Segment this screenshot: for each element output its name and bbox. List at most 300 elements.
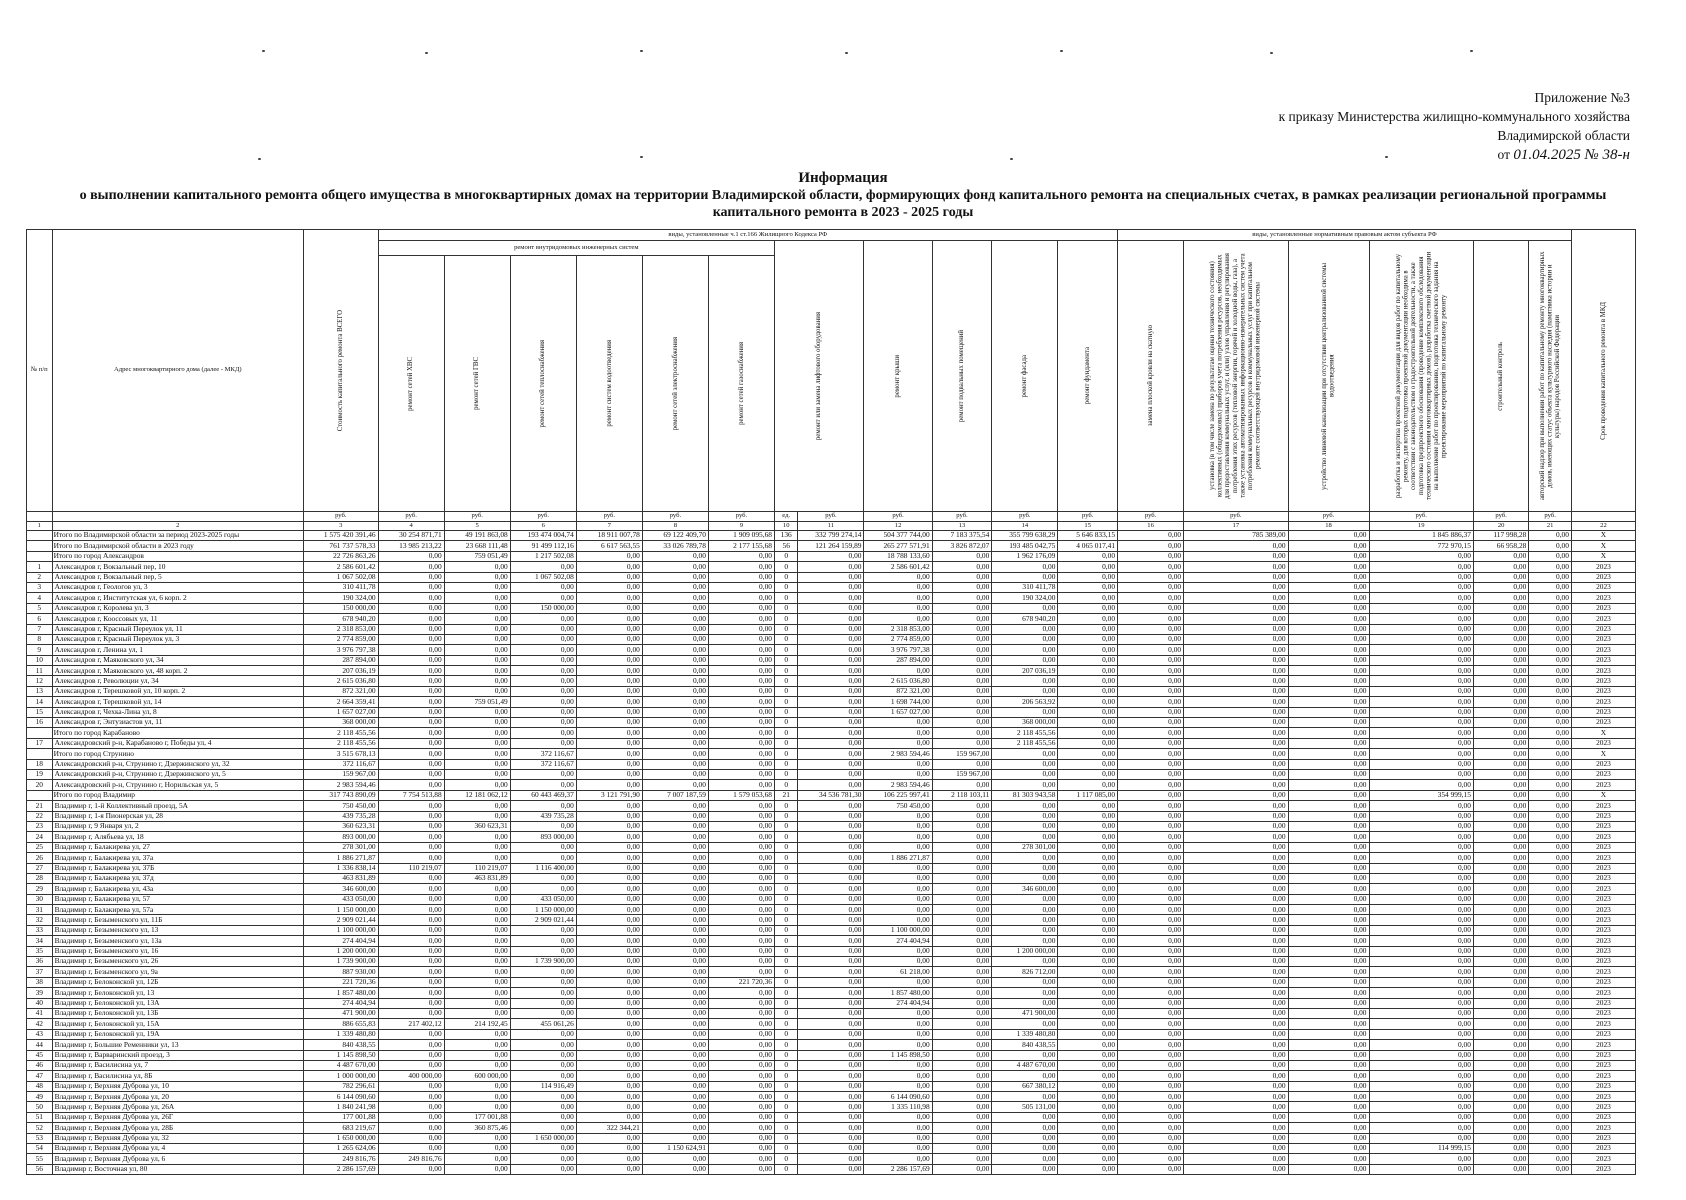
- header-no: № п/п: [27, 230, 53, 512]
- row-deadline: 2023: [1571, 1040, 1635, 1050]
- row-value: 0,00: [1473, 738, 1528, 748]
- row-value: 0,00: [1058, 1060, 1118, 1070]
- row-value: 1 150 000,00: [304, 905, 379, 915]
- row-value: 0,00: [798, 1019, 864, 1029]
- row-value: 0,00: [510, 666, 576, 676]
- row-value: 0,00: [992, 1050, 1058, 1060]
- row-value: 0: [774, 738, 797, 748]
- row-number: 41: [27, 1008, 53, 1018]
- row-value: 0,00: [642, 1154, 708, 1164]
- row-value: 0,00: [1288, 738, 1369, 748]
- row-value: 0,00: [1118, 863, 1184, 873]
- row-value: 1 200 000,00: [304, 946, 379, 956]
- row-value: 0,00: [576, 821, 642, 831]
- row-value: 0,00: [576, 1029, 642, 1039]
- row-value: 0,00: [1288, 645, 1369, 655]
- row-value: 0,00: [1369, 894, 1473, 904]
- row-value: 0,00: [576, 884, 642, 894]
- row-value: 0,00: [1118, 676, 1184, 686]
- row-value: 750 450,00: [304, 801, 379, 811]
- row-value: 214 192,45: [444, 1019, 510, 1029]
- row-value: 0,00: [1288, 842, 1369, 852]
- row-deadline: 2023: [1571, 686, 1635, 696]
- row-value: 0,00: [932, 1144, 992, 1154]
- row-address: Владимир г, Алябьева ул, 18: [52, 832, 303, 842]
- row-value: 0,00: [1058, 894, 1118, 904]
- row-value: 0,00: [1369, 749, 1473, 759]
- row-deadline: 2023: [1571, 634, 1635, 644]
- row-value: 678 940,20: [304, 614, 379, 624]
- unit-cell: руб.: [1058, 512, 1118, 522]
- row-value: 0,00: [378, 666, 444, 676]
- row-value: 0,00: [1288, 1112, 1369, 1122]
- row-value: 0,00: [444, 634, 510, 644]
- row-value: 0,00: [642, 759, 708, 769]
- row-value: 0,00: [576, 925, 642, 935]
- table-row: [27, 769, 1636, 779]
- row-value: 0,00: [708, 915, 774, 925]
- row-number: 4: [27, 593, 53, 603]
- row-value: 0,00: [798, 988, 864, 998]
- row-value: 0,00: [510, 842, 576, 852]
- row-value: 0,00: [378, 884, 444, 894]
- row-value: 0: [774, 1144, 797, 1154]
- row-value: 1 117 085,00: [1058, 790, 1118, 800]
- row-value: 0,00: [1369, 925, 1473, 935]
- row-value: 0,00: [444, 707, 510, 717]
- row-value: 0,00: [798, 582, 864, 592]
- header-sewer: ремонт систем водоотведения: [576, 256, 642, 512]
- row-value: 0,00: [992, 1123, 1058, 1133]
- row-value: 0,00: [378, 988, 444, 998]
- row-value: 0,00: [1118, 884, 1184, 894]
- row-value: 0,00: [378, 998, 444, 1008]
- row-deadline: 2023: [1571, 603, 1635, 613]
- row-value: 81 303 943,58: [992, 790, 1058, 800]
- row-value: 0,00: [708, 582, 774, 592]
- row-value: 0,00: [444, 655, 510, 665]
- row-value: 0,00: [576, 1040, 642, 1050]
- row-value: 0,00: [1369, 1154, 1473, 1164]
- row-value: 360 623,31: [304, 821, 379, 831]
- row-value: 0,00: [798, 697, 864, 707]
- row-value: 0,00: [992, 863, 1058, 873]
- row-value: 0,00: [642, 936, 708, 946]
- row-value: 0,00: [708, 1154, 774, 1164]
- row-deadline: 2023: [1571, 957, 1635, 967]
- header-flatroof: замена плоской кровли на скатную: [1118, 241, 1184, 512]
- row-value: 2 983 594,46: [864, 780, 932, 790]
- row-value: 0,00: [378, 905, 444, 915]
- row-value: 2 615 036,80: [304, 676, 379, 686]
- row-value: 0,00: [708, 873, 774, 883]
- header-meters: установка (в том числе замена по результатам оценки технического состояния) коллективных (общедомовых) приборов учета потребления ресурсов, необходимых для предоставления коммунальных услуг, и (или) узлов управления и регулирования потребления этих ресурсов (тепловой энергии, горячей и холодной воды, газа), а также установка автоматизированных информационно-измерительных систем учета потребления коммунальных ресурсов и коммунальных услуг при капитальном ремонте соответствующей внутридомовой инженерной системы: [1184, 241, 1288, 512]
- row-number: 21: [27, 801, 53, 811]
- row-value: 0,00: [378, 1164, 444, 1174]
- row-value: 0,00: [444, 572, 510, 582]
- row-value: 360 875,46: [444, 1123, 510, 1133]
- row-value: 0,00: [1529, 1102, 1572, 1112]
- row-value: 0,00: [510, 1050, 576, 1060]
- table-row: [27, 977, 1636, 987]
- row-value: 0,00: [864, 842, 932, 852]
- row-value: 265 277 571,91: [864, 541, 932, 551]
- row-value: 3 976 797,38: [304, 645, 379, 655]
- row-value: 0: [774, 666, 797, 676]
- row-value: 0,00: [1529, 873, 1572, 883]
- table-row: [27, 1081, 1636, 1091]
- row-value: 0,00: [932, 655, 992, 665]
- row-value: 0,00: [642, 884, 708, 894]
- row-value: 0,00: [1473, 832, 1528, 842]
- row-deadline: 2023: [1571, 666, 1635, 676]
- row-value: 106 225 997,41: [864, 790, 932, 800]
- row-value: 0,00: [1118, 853, 1184, 863]
- row-value: 0,00: [642, 655, 708, 665]
- row-value: 1 145 898,50: [864, 1050, 932, 1060]
- row-value: 0,00: [642, 707, 708, 717]
- row-deadline: 2023: [1571, 925, 1635, 935]
- unit-cell: руб.: [708, 512, 774, 522]
- row-value: 0,00: [864, 1154, 932, 1164]
- row-value: 0,00: [1184, 769, 1288, 779]
- row-value: 1 739 900,00: [304, 957, 379, 967]
- row-value: 0,00: [378, 1112, 444, 1122]
- row-value: 0,00: [932, 811, 992, 821]
- row-value: 0,00: [642, 863, 708, 873]
- row-value: 0,00: [932, 894, 992, 904]
- row-value: 0,00: [1118, 1112, 1184, 1122]
- row-value: 893 000,00: [304, 832, 379, 842]
- row-value: 0,00: [1058, 915, 1118, 925]
- row-value: 0,00: [992, 957, 1058, 967]
- row-number: 53: [27, 1133, 53, 1143]
- row-value: 0: [774, 821, 797, 831]
- row-value: 0,00: [576, 759, 642, 769]
- row-value: 0,00: [1529, 1154, 1572, 1164]
- row-value: 463 831,89: [304, 873, 379, 883]
- row-value: 274 404,94: [304, 936, 379, 946]
- row-value: 346 600,00: [304, 884, 379, 894]
- row-value: 0,00: [1184, 1164, 1288, 1174]
- row-value: 0: [774, 1081, 797, 1091]
- row-value: 0,00: [1118, 842, 1184, 852]
- row-value: 0,00: [576, 572, 642, 582]
- row-value: 0,00: [1288, 1050, 1369, 1060]
- row-deadline: 2023: [1571, 863, 1635, 873]
- row-value: 18 911 007,78: [576, 531, 642, 541]
- row-value: 0,00: [1288, 946, 1369, 956]
- row-value: 0,00: [378, 1040, 444, 1050]
- row-value: 0,00: [798, 1029, 864, 1039]
- unit-cell: руб.: [1288, 512, 1369, 522]
- row-value: 0,00: [992, 998, 1058, 1008]
- unit-cell: [1571, 512, 1635, 522]
- row-value: 0,00: [1473, 551, 1528, 561]
- row-value: 193 485 042,75: [992, 541, 1058, 551]
- row-value: 0,00: [1473, 967, 1528, 977]
- row-value: 0,00: [1118, 562, 1184, 572]
- row-value: 0,00: [1058, 811, 1118, 821]
- appendix-line-2: к приказу Министерства жилищно-коммунального хозяйства: [1278, 109, 1630, 124]
- row-value: 0,00: [1473, 1008, 1528, 1018]
- row-value: 0,00: [1058, 718, 1118, 728]
- row-value: 0,00: [1184, 1071, 1288, 1081]
- row-value: 0,00: [708, 1008, 774, 1018]
- row-value: 0,00: [1473, 811, 1528, 821]
- table-row: [27, 1144, 1636, 1154]
- row-number: 8: [27, 634, 53, 644]
- row-value: 0,00: [708, 957, 774, 967]
- row-value: 2 286 157,69: [304, 1164, 379, 1174]
- row-value: 0,00: [1058, 780, 1118, 790]
- row-value: 0,00: [1288, 853, 1369, 863]
- row-value: 0,00: [642, 853, 708, 863]
- row-value: 1 657 027,00: [864, 707, 932, 717]
- row-value: 0,00: [1288, 718, 1369, 728]
- row-value: 785 389,00: [1184, 531, 1288, 541]
- row-value: 0,00: [1473, 728, 1528, 738]
- row-deadline: 2023: [1571, 801, 1635, 811]
- row-value: 0,00: [708, 603, 774, 613]
- row-deadline: 2023: [1571, 759, 1635, 769]
- row-value: 2 983 594,46: [304, 780, 379, 790]
- row-value: 0,00: [642, 1164, 708, 1174]
- table-row: [27, 1060, 1636, 1070]
- row-deadline: X: [1571, 749, 1635, 759]
- row-value: 0,00: [1529, 821, 1572, 831]
- row-value: 0,00: [1369, 832, 1473, 842]
- row-value: 0: [774, 728, 797, 738]
- row-value: 0,00: [576, 946, 642, 956]
- row-address: Владимир г, Безыменского ул, 16: [52, 946, 303, 956]
- row-value: 0,00: [992, 562, 1058, 572]
- row-value: 0,00: [510, 988, 576, 998]
- row-value: 0,00: [510, 1008, 576, 1018]
- row-value: 0,00: [642, 551, 708, 561]
- row-value: 0,00: [1473, 780, 1528, 790]
- row-value: 0,00: [1118, 915, 1184, 925]
- row-value: 1 150 624,91: [642, 1144, 708, 1154]
- row-value: 0,00: [708, 645, 774, 655]
- row-value: 0,00: [576, 1092, 642, 1102]
- row-value: 0,00: [1473, 697, 1528, 707]
- row-value: 0,00: [932, 946, 992, 956]
- row-value: 0,00: [992, 977, 1058, 987]
- row-value: 0,00: [992, 936, 1058, 946]
- row-value: 0,00: [510, 853, 576, 863]
- row-value: 0,00: [1288, 1019, 1369, 1029]
- row-value: 0,00: [444, 624, 510, 634]
- row-value: 0,00: [864, 614, 932, 624]
- row-value: 0: [774, 853, 797, 863]
- row-value: 0,00: [1473, 998, 1528, 1008]
- row-value: 0,00: [1473, 946, 1528, 956]
- row-value: 0,00: [1184, 863, 1288, 873]
- row-value: 0,00: [1369, 863, 1473, 873]
- row-value: 0,00: [1529, 686, 1572, 696]
- row-value: 0,00: [1473, 769, 1528, 779]
- row-value: 0,00: [864, 1040, 932, 1050]
- row-value: 0,00: [1184, 1019, 1288, 1029]
- row-value: 221 720,36: [304, 977, 379, 987]
- row-value: 872 321,00: [864, 686, 932, 696]
- row-value: 0,00: [642, 988, 708, 998]
- row-value: 0,00: [444, 718, 510, 728]
- row-value: 0,00: [510, 967, 576, 977]
- row-value: 69 122 409,70: [642, 531, 708, 541]
- row-value: 0,00: [798, 749, 864, 759]
- row-value: 0: [774, 551, 797, 561]
- row-value: 0,00: [576, 582, 642, 592]
- row-value: 0,00: [1288, 728, 1369, 738]
- row-value: 7 183 375,54: [932, 531, 992, 541]
- row-address: Владимир г, 9 Января ул, 2: [52, 821, 303, 831]
- row-value: 0,00: [708, 925, 774, 935]
- row-value: 0,00: [642, 1112, 708, 1122]
- row-value: 0,00: [576, 977, 642, 987]
- row-value: 0,00: [1473, 749, 1528, 759]
- table-row: [27, 1164, 1636, 1174]
- row-value: 0,00: [798, 998, 864, 1008]
- appendix-line-1: Приложение №3: [1534, 90, 1630, 105]
- row-value: 332 799 274,14: [798, 531, 864, 541]
- row-value: 0: [774, 562, 797, 572]
- row-value: 0,00: [1529, 842, 1572, 852]
- row-value: 0,00: [798, 936, 864, 946]
- row-value: 0,00: [932, 1050, 992, 1060]
- row-value: 600 000,00: [444, 1071, 510, 1081]
- row-value: 0,00: [576, 634, 642, 644]
- row-value: 0,00: [1369, 614, 1473, 624]
- row-value: 317 743 890,09: [304, 790, 379, 800]
- row-value: 287 894,00: [304, 655, 379, 665]
- row-value: 0,00: [642, 905, 708, 915]
- group-regional: виды, установленные нормативным правовым актом субъекта РФ: [1118, 230, 1572, 241]
- row-value: 0,00: [1288, 801, 1369, 811]
- row-value: 0,00: [798, 1050, 864, 1060]
- row-value: 278 301,00: [992, 842, 1058, 852]
- row-value: 34 536 781,30: [798, 790, 864, 800]
- row-value: 0,00: [1058, 582, 1118, 592]
- row-value: 0,00: [1118, 780, 1184, 790]
- row-value: 0,00: [932, 905, 992, 915]
- row-value: 360 623,31: [444, 821, 510, 831]
- row-value: 0,00: [1369, 1112, 1473, 1122]
- row-value: 0,00: [708, 593, 774, 603]
- row-number: 51: [27, 1112, 53, 1122]
- row-value: 0,00: [1058, 749, 1118, 759]
- row-value: 1 200 000,00: [992, 946, 1058, 956]
- row-value: 0,00: [1369, 842, 1473, 852]
- row-address: Владимир г, Балакирева ул, 27: [52, 842, 303, 852]
- row-value: 0: [774, 780, 797, 790]
- row-value: 0,00: [1529, 915, 1572, 925]
- row-number: 33: [27, 925, 53, 935]
- row-value: 207 036,19: [992, 666, 1058, 676]
- row-address: Владимир г, Безыменского ул, 13а: [52, 936, 303, 946]
- row-value: 0,00: [1288, 936, 1369, 946]
- row-value: 0,00: [1288, 925, 1369, 935]
- table-row: [27, 655, 1636, 665]
- row-value: 0,00: [1184, 614, 1288, 624]
- row-value: 0,00: [932, 967, 992, 977]
- row-number: [27, 531, 53, 541]
- row-value: 0,00: [1529, 1019, 1572, 1029]
- row-value: 0,00: [510, 718, 576, 728]
- row-number: 18: [27, 759, 53, 769]
- row-value: 0,00: [642, 634, 708, 644]
- row-value: 0,00: [642, 562, 708, 572]
- row-value: 0,00: [1058, 551, 1118, 561]
- row-value: 0,00: [1118, 572, 1184, 582]
- row-value: 0,00: [1529, 988, 1572, 998]
- row-value: 0,00: [1369, 1050, 1473, 1060]
- row-value: 0,00: [1369, 1081, 1473, 1091]
- row-value: 0,00: [992, 759, 1058, 769]
- row-value: 0: [774, 686, 797, 696]
- row-value: 0,00: [1058, 977, 1118, 987]
- row-value: 0,00: [1118, 686, 1184, 696]
- row-value: 0,00: [932, 1164, 992, 1174]
- row-value: 0,00: [576, 718, 642, 728]
- row-value: 0,00: [798, 801, 864, 811]
- column-number: 4: [378, 521, 444, 531]
- row-value: 0,00: [1529, 738, 1572, 748]
- row-value: 0,00: [1184, 759, 1288, 769]
- row-deadline: 2023: [1571, 977, 1635, 987]
- row-address: Итого по Владимирской области за период 2023-2025 годы: [52, 531, 303, 541]
- row-value: 0,00: [932, 1092, 992, 1102]
- row-value: 0,00: [1184, 603, 1288, 613]
- row-value: 0,00: [1369, 686, 1473, 696]
- row-value: 0,00: [1473, 873, 1528, 883]
- row-deadline: 2023: [1571, 645, 1635, 655]
- row-value: 0,00: [378, 645, 444, 655]
- row-value: 0,00: [708, 1123, 774, 1133]
- appendix-block: [1279, 88, 1630, 165]
- column-numbers-row: [27, 521, 1636, 531]
- row-value: 0,00: [1369, 1008, 1473, 1018]
- row-value: 60 443 469,37: [510, 790, 576, 800]
- row-value: 0,00: [1529, 697, 1572, 707]
- header-power: ремонт сетей электроснабжения: [642, 256, 708, 512]
- row-deadline: 2023: [1571, 624, 1635, 634]
- row-address: Итого по город Струнино: [52, 749, 303, 759]
- row-value: 0,00: [864, 769, 932, 779]
- row-value: 0,00: [576, 686, 642, 696]
- row-value: 0,00: [932, 1029, 992, 1039]
- row-value: 0,00: [576, 1071, 642, 1081]
- row-value: 0,00: [864, 821, 932, 831]
- row-value: 0,00: [1288, 821, 1369, 831]
- row-value: 0,00: [1473, 582, 1528, 592]
- row-deadline: 2023: [1571, 1133, 1635, 1143]
- row-value: 0,00: [932, 1040, 992, 1050]
- row-value: 0,00: [708, 614, 774, 624]
- unit-cell: руб.: [510, 512, 576, 522]
- row-value: 463 831,89: [444, 873, 510, 883]
- row-value: 0,00: [1369, 915, 1473, 925]
- row-value: 0,00: [1058, 1112, 1118, 1122]
- row-value: 1 145 898,50: [304, 1050, 379, 1060]
- row-value: 0,00: [642, 728, 708, 738]
- row-value: 0,00: [576, 1133, 642, 1143]
- row-value: 0,00: [1473, 572, 1528, 582]
- row-value: 0,00: [1529, 1071, 1572, 1081]
- row-value: 0,00: [1288, 988, 1369, 998]
- row-value: 0,00: [642, 832, 708, 842]
